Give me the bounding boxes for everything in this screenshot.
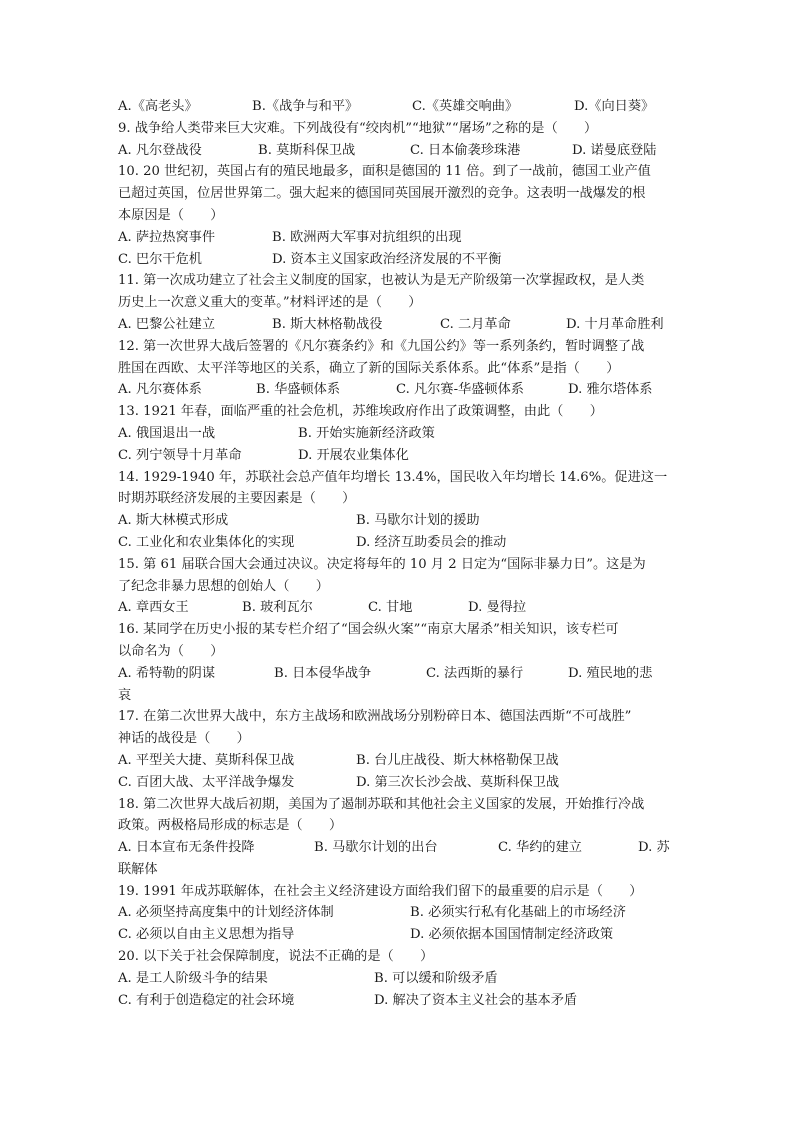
q14-stem-line-2: 时期苏联经济发展的主要因素是（ ） <box>118 491 356 507</box>
q16-stem-line-2: 以命名为（ ） <box>118 643 224 659</box>
question-11 <box>118 270 680 335</box>
q12-stem-line-2: 胜国在西欧、太平洋等地区的关系，确立了新的国际关系体系。此“体系”是指（ ） <box>118 360 620 376</box>
q10-stem-line-1: 10. 20 世纪初，英国占有的殖民地最多，面积是德国的 11 倍。到了一战前，德国工业产值 <box>118 164 651 180</box>
q14-stem-line-1: 14. 1929-1940 年，苏联社会总产值年均增长 13.4%，国民收入年均增长 14.6%。促进这一 <box>118 469 668 485</box>
q10-option-a: A. 萨拉热窝事件 <box>118 229 216 245</box>
q15-option-c: C. 甘地 <box>368 600 413 616</box>
q14-option-a: A. 斯大林模式形成 <box>118 513 229 529</box>
q11-option-c: C. 二月革命 <box>440 316 511 332</box>
q10-option-b: B. 欧洲两大军事对抗组织的出现 <box>272 229 462 245</box>
q12-stem-line-1: 12. 第一次世界大战后签署的《凡尔赛条约》和《九国公约》等一系列条约，暂时调整了战 <box>118 338 645 354</box>
question-13 <box>118 401 680 466</box>
q17-stem-line-1: 17. 在第二次世界大战中，东方主战场和欧洲战场分别粉碎日本、德国法西斯“不可战胜” <box>118 709 632 725</box>
q13-option-d: D. 开展农业集体化 <box>298 447 409 463</box>
q20-option-b: B. 可以缓和阶级矛盾 <box>374 970 498 986</box>
q15-option-a: A. 章西女王 <box>118 600 189 616</box>
q8-option-a: A.《高老头》 <box>118 99 198 114</box>
q8-option-c: C.《英雄交响曲》 <box>412 99 519 114</box>
q12-option-c: C. 凡尔赛-华盛顿体系 <box>396 382 524 398</box>
q18-option-d-wrap: 联解体 <box>118 861 158 877</box>
q9-option-c: C. 日本偷袭珍珠港 <box>410 142 521 158</box>
question-14 <box>118 467 680 554</box>
q13-option-c: C. 列宁领导十月革命 <box>118 447 242 463</box>
question-20 <box>118 946 680 1011</box>
q18-option-a: A. 日本宣布无条件投降 <box>118 840 255 856</box>
q18-stem-line-1: 18. 第二次世界大战后初期，美国为了遏制苏联和其他社会主义国家的发展，开始推行冷战 <box>118 796 645 812</box>
question-17 <box>118 706 680 793</box>
q18-option-c: C. 华约的建立 <box>498 840 582 856</box>
q15-option-d: D. 曼得拉 <box>468 600 527 616</box>
q16-option-d: D. 殖民地的悲 <box>568 665 653 681</box>
q17-option-b: B. 台儿庄战役、斯大林格勒保卫战 <box>356 752 559 768</box>
q12-option-d: D. 雅尔塔体系 <box>568 382 653 398</box>
q19-option-a: A. 必须坚持高度集中的计划经济体制 <box>118 905 334 921</box>
q15-option-b: B. 玻利瓦尔 <box>242 600 313 616</box>
q18-stem-line-2: 政策。两极格局形成的标志是（ ） <box>118 818 343 834</box>
q9-option-b: B. 莫斯科保卫战 <box>258 142 356 158</box>
q11-stem-line-2: 历史上一次意义重大的变革。”材料评述的是（ ） <box>118 295 422 311</box>
q14-option-d: D. 经济互助委员会的推动 <box>356 534 507 550</box>
q15-stem-line-1: 15. 第 61 届联合国大会通过决议。决定将每年的 10 月 2 日定为“国际非暴力日”。这是为 <box>118 556 646 572</box>
question-9 <box>118 118 680 162</box>
q17-option-c: C. 百团大战、太平洋战争爆发 <box>118 774 295 790</box>
q14-option-c: C. 工业化和农业集体化的实现 <box>118 534 295 550</box>
q17-option-d: D. 第三次长沙会战、莫斯科保卫战 <box>356 774 560 790</box>
q10-stem-line-2: 已超过英国，位居世界第二。强大起来的德国同英国展开激烈的竞争。这表明一战爆发的根 <box>118 186 646 202</box>
question-12 <box>118 336 680 401</box>
exam-page <box>118 96 680 1011</box>
q13-option-b: B. 开始实施新经济政策 <box>298 425 435 441</box>
q18-option-b: B. 马歇尔计划的出台 <box>314 840 438 856</box>
q12-option-b: B. 华盛顿体系 <box>256 382 341 398</box>
q17-stem-line-2: 神话的战役是（ ） <box>118 731 250 747</box>
q8-option-d: D.《向日葵》 <box>574 99 655 114</box>
q12-option-a: A. 凡尔赛体系 <box>118 382 202 398</box>
q11-option-a: A. 巴黎公社建立 <box>118 316 216 332</box>
question-19 <box>118 881 680 946</box>
q16-option-c: C. 法西斯的暴行 <box>426 665 524 681</box>
q16-option-d-wrap: 哀 <box>118 687 132 703</box>
question-16 <box>118 619 680 706</box>
q19-option-c: C. 必须以自由主义思想为指导 <box>118 927 295 943</box>
question-15 <box>118 554 680 619</box>
q19-option-b: B. 必须实行私有化基础上的市场经济 <box>410 905 626 921</box>
question-18 <box>118 794 680 881</box>
q9-option-d: D. 诺曼底登陆 <box>572 142 657 158</box>
q9-stem: 9. 战争给人类带来巨大灾难。下列战役有“绞肉机”“地狱”“屠场”之称的是（ ） <box>118 120 598 136</box>
q11-option-b: B. 斯大林格勒战役 <box>272 316 383 332</box>
q11-option-d: D. 十月革命胜利 <box>566 316 664 332</box>
q20-option-a: A. 是工人阶级斗争的结果 <box>118 970 268 986</box>
q10-option-c: C. 巴尔干危机 <box>118 251 202 267</box>
q10-stem-line-3: 本原因是（ ） <box>118 207 224 223</box>
q9-option-a: A. 凡尔登战役 <box>118 142 202 158</box>
q13-option-a: A. 俄国退出一战 <box>118 425 216 441</box>
q20-option-c: C. 有利于创造稳定的社会环境 <box>118 992 295 1008</box>
question-10 <box>118 161 680 270</box>
q17-option-a: A. 平型关大捷、莫斯科保卫战 <box>118 752 295 768</box>
q10-option-d: D. 资本主义国家政治经济发展的不平衡 <box>272 251 502 267</box>
q19-option-d: D. 必须依据本国国情制定经济政策 <box>410 927 614 943</box>
q14-option-b: B. 马歇尔计划的援助 <box>356 513 480 529</box>
q16-option-a: A. 希特勒的阴谋 <box>118 665 216 681</box>
q18-option-d: D. 苏 <box>638 840 670 856</box>
q13-stem: 13. 1921 年春，面临严重的社会危机，苏维埃政府作出了政策调整，由此（ ） <box>118 404 603 420</box>
q8-options <box>118 96 680 118</box>
q16-option-b: B. 日本侵华战争 <box>274 665 372 681</box>
q11-stem-line-1: 11. 第一次成功建立了社会主义制度的国家，也被认为是无产阶级第一次掌握政权，是人类 <box>118 273 645 289</box>
q20-stem: 20. 以下关于社会保障制度，说法不正确的是（ ） <box>118 949 434 965</box>
q19-stem: 19. 1991 年成苏联解体，在社会主义经济建设方面给我们留下的最重要的启示是（ ） <box>118 883 643 899</box>
q15-stem-line-2: 了纪念非暴力思想的创始人（ ） <box>118 578 329 594</box>
q20-option-d: D. 解决了资本主义社会的基本矛盾 <box>374 992 578 1008</box>
q16-stem-line-1: 16. 某同学在历史小报的某专栏介绍了“国会纵火案”“南京大屠杀”相关知识，该专栏可 <box>118 622 619 638</box>
q8-option-b: B.《战争与和平》 <box>252 99 359 114</box>
